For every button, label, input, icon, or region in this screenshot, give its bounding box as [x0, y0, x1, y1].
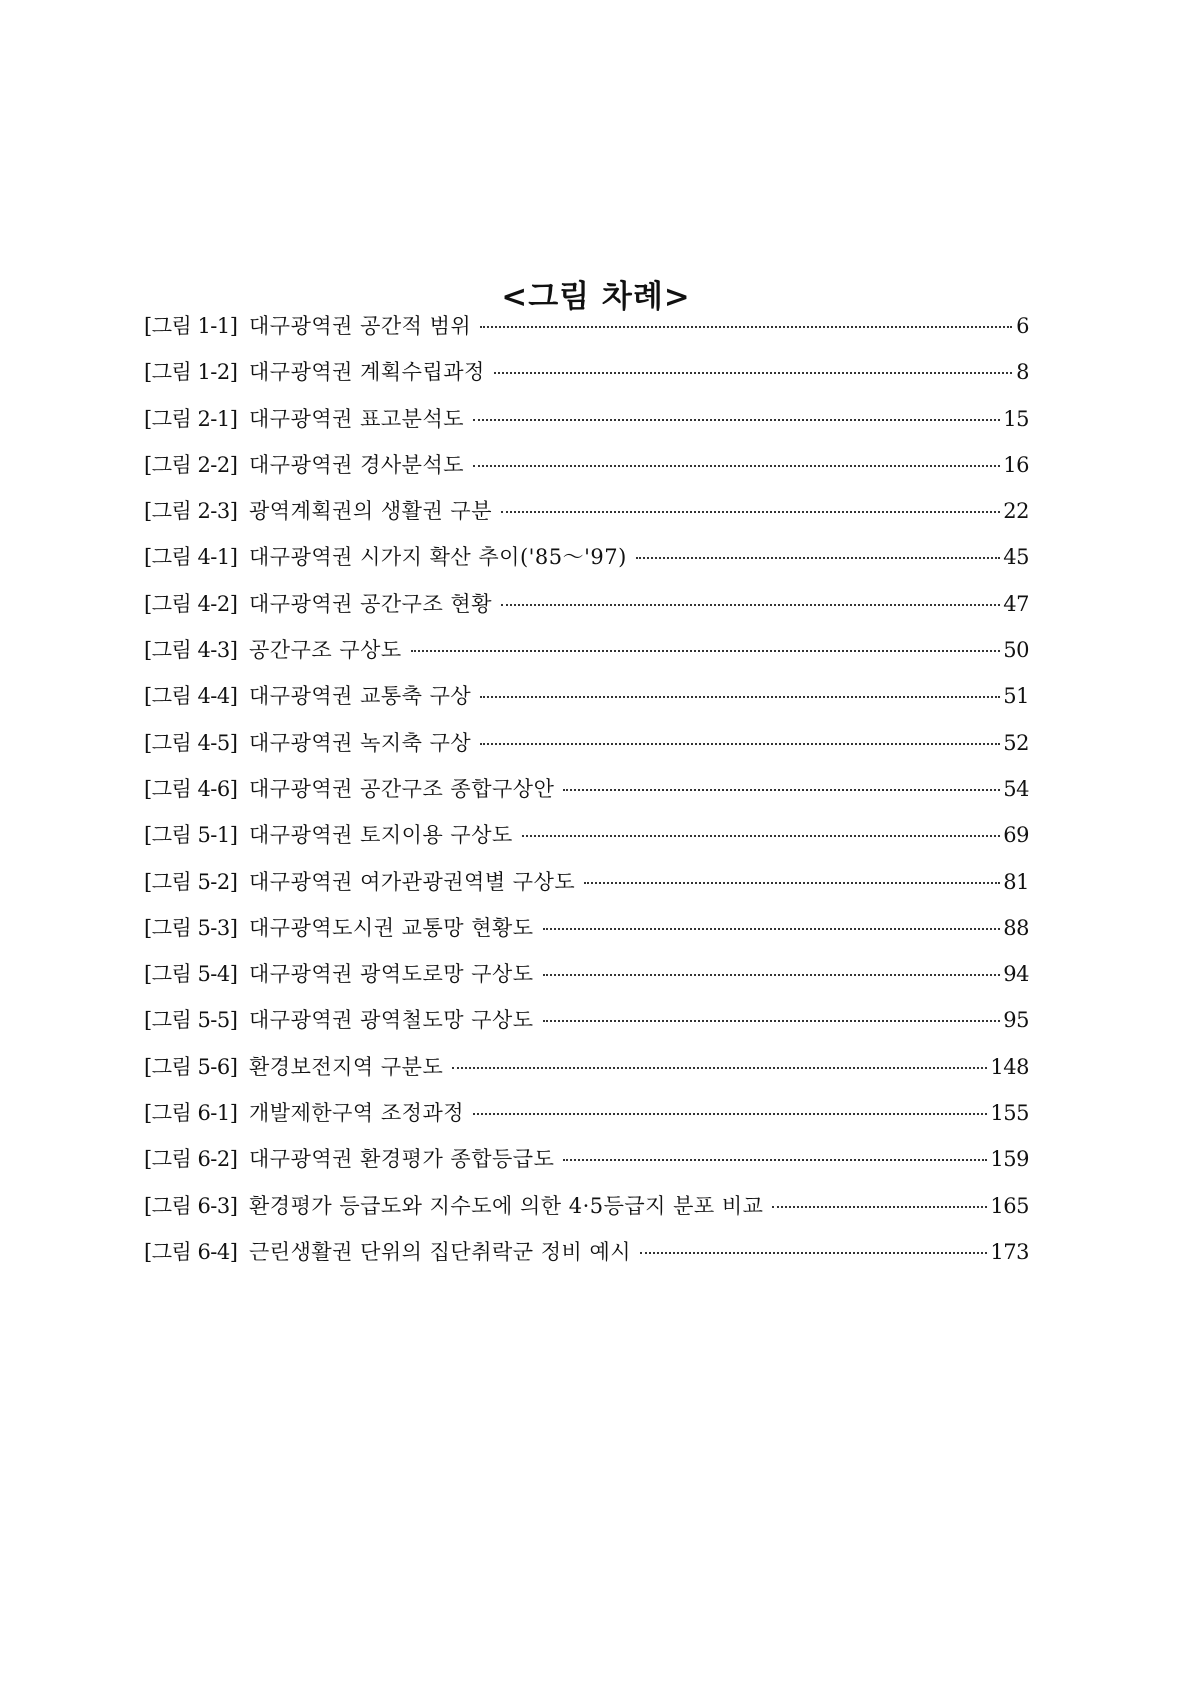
toc-entry[interactable]: [144, 449, 1029, 495]
figure-number: [그림 6-4]: [144, 1239, 238, 1264]
toc-entry[interactable]: [144, 958, 1029, 1004]
figure-title: 대구광역권 공간적 범위: [249, 314, 472, 338]
figure-title: 대구광역권 교통축 구상: [249, 684, 472, 709]
dot-leader: [494, 372, 1012, 374]
page-number: 22: [1003, 499, 1029, 524]
page-number: 45: [1003, 545, 1029, 570]
page-title: <그림 차례>: [501, 278, 691, 315]
figure-title: 대구광역권 여가관광권역별 구상도: [249, 869, 576, 894]
dot-leader: [543, 1020, 1001, 1022]
dot-leader: [501, 604, 1000, 606]
page-number: 51: [1003, 684, 1029, 709]
figure-number: [그림 6-1]: [144, 1101, 238, 1126]
page-number: 6: [1016, 314, 1029, 338]
page-number: 88: [1003, 915, 1029, 940]
page-number: 159: [990, 1147, 1029, 1172]
figure-title: 개발제한구역 조정과정: [249, 1101, 465, 1126]
page-number: 173: [990, 1239, 1029, 1264]
dot-leader: [584, 882, 1000, 884]
toc-entry[interactable]: [144, 403, 1029, 449]
dot-leader: [411, 650, 1001, 652]
dot-leader: [480, 696, 1000, 698]
toc-entry[interactable]: [144, 819, 1029, 865]
dot-leader: [563, 789, 1000, 791]
page-number: 69: [1003, 823, 1029, 848]
toc-entry[interactable]: [144, 356, 1029, 402]
toc-entry[interactable]: [144, 773, 1029, 819]
dot-leader: [473, 1113, 987, 1115]
figure-title: 대구광역권 환경평가 종합등급도: [249, 1147, 555, 1172]
dot-leader: [480, 326, 1012, 328]
toc-entry[interactable]: [144, 541, 1029, 587]
figure-number: [그림 5-2]: [144, 869, 238, 894]
figure-number: [그림 4-5]: [144, 730, 238, 755]
toc-entry[interactable]: [144, 1051, 1029, 1097]
toc-entry[interactable]: [144, 588, 1029, 634]
dot-leader: [543, 928, 1001, 930]
figure-title: 대구광역권 토지이용 구상도: [249, 823, 513, 848]
page-number: 165: [990, 1193, 1029, 1218]
toc-entry[interactable]: [144, 1097, 1029, 1143]
dot-leader: [636, 557, 1000, 559]
page-number: 47: [1003, 591, 1029, 616]
dot-leader: [452, 1067, 987, 1069]
figure-number: [그림 4-2]: [144, 591, 238, 616]
figure-number: [그림 4-4]: [144, 684, 238, 709]
figure-title: 대구광역권 광역철도망 구상도: [249, 1008, 534, 1033]
figure-number: [그림 4-3]: [144, 638, 238, 663]
page-number: 148: [990, 1054, 1029, 1079]
page-number: 95: [1003, 1008, 1029, 1033]
figure-title: 대구광역권 녹지축 구상: [249, 730, 472, 755]
figure-title: 대구광역권 공간구조 현황: [249, 591, 492, 616]
figure-list: [144, 310, 1029, 1282]
page-number: 54: [1003, 776, 1029, 801]
figure-title: 대구광역권 경사분석도: [249, 452, 465, 477]
toc-entry[interactable]: [144, 866, 1029, 912]
toc-entry[interactable]: [144, 310, 1029, 356]
toc-entry[interactable]: [144, 1143, 1029, 1189]
dot-leader: [473, 419, 1000, 421]
figure-number: [그림 4-1]: [144, 545, 238, 570]
figure-title: 근린생활권 단위의 집단취락군 정비 예시: [249, 1239, 632, 1264]
figure-title: 광역계획권의 생활권 구분: [249, 499, 492, 524]
figure-title: 환경보전지역 구분도: [249, 1054, 444, 1079]
toc-entry[interactable]: [144, 727, 1029, 773]
figure-title: 공간구조 구상도: [249, 638, 402, 663]
toc-entry[interactable]: [144, 912, 1029, 958]
toc-entry[interactable]: [144, 1004, 1029, 1050]
figure-title: 대구광역도시권 교통망 현황도: [249, 915, 534, 940]
dot-leader: [501, 511, 1000, 513]
figure-number: [그림 1-2]: [144, 360, 238, 385]
dot-leader: [543, 974, 1001, 976]
figure-number: [그림 5-6]: [144, 1054, 238, 1079]
page-number: 8: [1016, 360, 1029, 385]
figure-number: [그림 2-3]: [144, 499, 238, 524]
toc-entry[interactable]: [144, 680, 1029, 726]
dot-leader: [772, 1206, 987, 1208]
toc-entry[interactable]: [144, 1236, 1029, 1282]
page-number: 81: [1003, 869, 1029, 894]
page-number: 16: [1003, 452, 1029, 477]
figure-title: 대구광역권 광역도로망 구상도: [249, 962, 534, 987]
figure-number: [그림 6-2]: [144, 1147, 238, 1172]
dot-leader: [640, 1252, 987, 1254]
dot-leader: [563, 1159, 987, 1161]
figure-title: 환경평가 등급도와 지수도에 의한 4·5등급지 분포 비교: [249, 1193, 764, 1218]
dot-leader: [522, 835, 1000, 837]
figure-number: [그림 6-3]: [144, 1193, 238, 1218]
figure-number: [그림 5-5]: [144, 1008, 238, 1033]
page-number: 52: [1003, 730, 1029, 755]
figure-number: [그림 5-4]: [144, 962, 238, 987]
figure-number: [그림 2-2]: [144, 452, 238, 477]
figure-title: 대구광역권 시가지 확산 추이('85～'97): [249, 545, 627, 570]
toc-entry[interactable]: [144, 634, 1029, 680]
page-number: 94: [1003, 962, 1029, 987]
dot-leader: [473, 465, 1000, 467]
dot-leader: [480, 743, 1000, 745]
figure-number: [그림 4-6]: [144, 776, 238, 801]
toc-entry[interactable]: [144, 1190, 1029, 1236]
figure-title: 대구광역권 표고분석도: [249, 406, 465, 431]
figure-number: [그림 5-1]: [144, 823, 238, 848]
figure-title: 대구광역권 공간구조 종합구상안: [249, 776, 555, 801]
figure-number: [그림 5-3]: [144, 915, 238, 940]
figure-number: [그림 2-1]: [144, 406, 238, 431]
page-number: 15: [1003, 406, 1029, 431]
figure-number: [그림 1-1]: [144, 314, 238, 338]
toc-entry[interactable]: [144, 495, 1029, 541]
page-number: 50: [1003, 638, 1029, 663]
figure-title: 대구광역권 계획수립과정: [249, 360, 485, 385]
page-number: 155: [990, 1101, 1029, 1126]
